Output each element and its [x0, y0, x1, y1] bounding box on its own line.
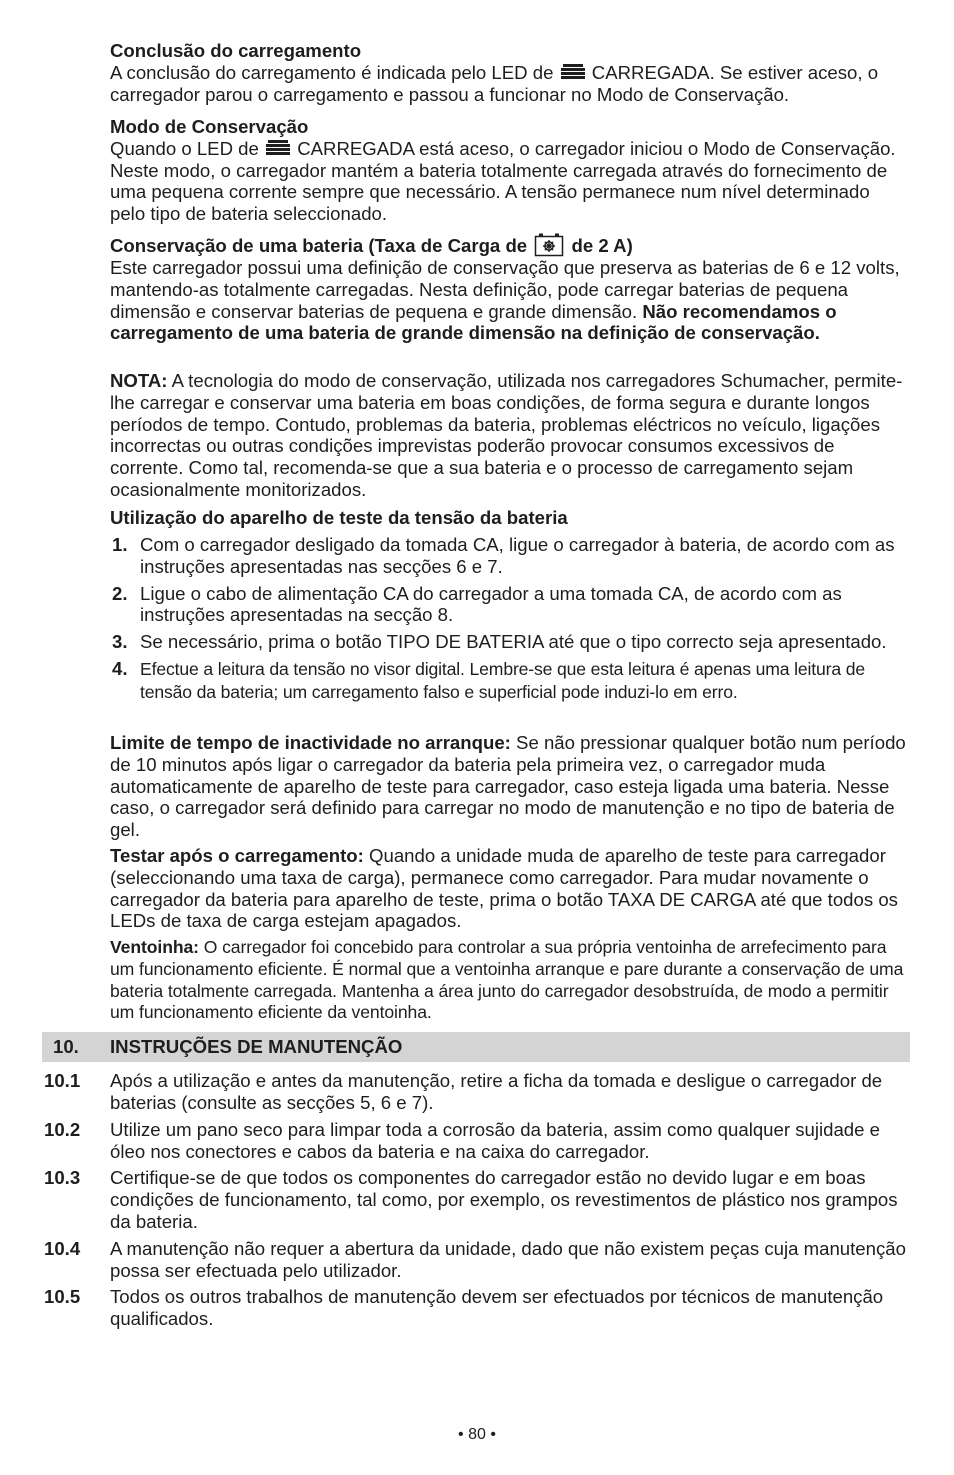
maintenance-item: 10.4 A manutenção não requer a abertura da unidade, dado que não existem peças cuja manutenção possa ser efectuada pelo utilizador. — [44, 1238, 906, 1281]
test-after-charging-section — [110, 845, 910, 932]
voltage-tester-steps — [110, 534, 910, 704]
step-item: 1. Com o carregador desligado da tomada CA, ligue o carregador à bateria, de acordo com as instruções apresentadas nas secções 6 e 7. — [112, 534, 895, 577]
section-10-number: 10. — [53, 1036, 79, 1057]
section-10-title: INSTRUÇÕES DE MANUTENÇÃO — [110, 1036, 403, 1057]
idle-timeout-section — [110, 732, 910, 841]
maintenance-item: 10.2 Utilize um pano seco para limpar toda a corrosão da bateria, assim como qualquer sujidade e óleo nos conectores e cabos da bateria e na caixa do carregador. — [44, 1119, 880, 1162]
fan-section — [110, 937, 910, 1024]
voltage-tester-heading: Utilização do aparelho de teste da tensão da bateria — [110, 507, 568, 528]
charged-battery-led-icon — [561, 64, 585, 81]
maintenance-item: 10.1 Após a utilização e antes da manutenção, retire a ficha da tomada e desligue o carregador de baterias (consulte as secções 5, 6 e 7). — [44, 1070, 883, 1113]
battery-maintain-text: Este carregador possui uma definição de conservação que preserva as baterias de 6 e 12 volts, mantendo-as totalmente carregadas. Nesta definição, pode carregar baterias de pequena dimensão e conservar baterias de pequena e grande dimensão. Não recomendamos o carregamento de uma bateria de grande dimensão na definição de conservação. — [110, 257, 900, 344]
battery-maintain-warning: Não recomendamos o carregamento de uma bateria de grande dimensão na definição de conservação. — [110, 300, 837, 344]
idle-timeout-label: Limite de tempo de inactividade no arranque: — [110, 732, 511, 753]
page-number: • 80 • — [458, 1426, 496, 1443]
charging-complete-section — [110, 40, 910, 105]
charging-complete-heading: Conclusão do carregamento — [110, 40, 362, 61]
maintain-mode-section — [110, 116, 910, 225]
charged-battery-led-icon — [266, 140, 290, 157]
step-item: 4. Efectue a leitura da tensão no visor digital. Lembre-se que esta leitura é apenas uma leitura de tensão da bateria; um carregamento falso e superficial pode induzi-lo em erro. — [112, 657, 865, 702]
battery-maintain-section — [110, 233, 910, 344]
fan-label: Ventoinha: — [110, 937, 199, 957]
maintenance-item: 10.3 Certifique-se de que todos os componentes do carregador estão no devido lugar e em boas condições de funcionamento, tal como, por exemplo, os revestimentos de plástico nos grampos da bateria. — [44, 1167, 898, 1232]
fan-text: Ventoinha: O carregador foi concebido para controlar a sua própria ventoinha de arrefecimento para um funcionamento eficiente. É normal que a ventoinha arranque e pare durante a conservação de uma bateria totalmente carregada. Mantenha a área junto do carregador desobstruída, de modo a permitir um funcionamento eficiente da ventoinha. — [110, 937, 904, 1023]
step-item: 2. Ligue o cabo de alimentação CA do carregador a uma tomada CA, de acordo com as instruções apresentadas na secção 8. — [112, 582, 842, 626]
test-after-charging-text: Testar após o carregamento: Quando a unidade muda de aparelho de teste para carregador (seleccionando uma taxa de carga), permanece como carregador. Para mudar novamente o carregador da bateria para aparelho de teste, prima o botão TAXA DE CARGA até que todos os LEDs de taxa de carga estejam apagados. — [110, 845, 898, 932]
test-after-charging-label: Testar após o carregamento: — [110, 845, 364, 866]
note-label: NOTA: — [110, 370, 168, 391]
maintenance-item: 10.5 Todos os outros trabalhos de manutenção devem ser efectuados por técnicos de manutenção qualificados. — [44, 1286, 884, 1329]
battery-maintain-icon — [534, 233, 564, 257]
note-text: NOTA: A tecnologia do modo de conservação, utilizada nos carregadores Schumacher, permite-lhe carregar e conservar uma bateria em boas condições, de forma segura e durante longos períodos de tempo. Contudo, problemas da bateria, problemas eléctricos no veículo, ligações incorrectas ou outras condições imprevistas poderão provocar consumos excessivos de corrente. Como tal, recomenda-se que a sua bateria e o processo de carregamento sejam ocasionalmente monitorizados. — [110, 370, 903, 500]
maintain-mode-heading: Modo de Conservação — [110, 116, 309, 137]
charging-complete-text: A conclusão do carregamento é indicada pelo LED de CARREGADA. Se estiver aceso, o carregador parou o carregamento e passou a funcionar no Modo de Conservação. — [110, 61, 879, 105]
idle-timeout-text: Limite de tempo de inactividade no arranque: Se não pressionar qualquer botão num período de 10 minutos após ligar o carregador da bateria pela primeira vez, o carregador muda automaticamente de aparelho de teste para carregador, caso esteja ligada uma bateria. Nesse caso, o carregador será definido para carregar no modo de manutenção e no tipo de bateria de gel. — [110, 732, 906, 841]
voltage-tester-section — [110, 507, 910, 529]
maintain-mode-text: Quando o LED de CARREGADA está aceso, o carregador iniciou o Modo de Conservação. Neste modo, o carregador mantém a bateria totalmente carregada através do fornecimento de uma pequena corrente sempre que necessário. A tensão permanece num nível determinado pelo tipo de bateria seleccionado. — [110, 137, 896, 225]
battery-maintain-heading: Conservação de uma bateria (Taxa de Carga de de 2 A) — [110, 235, 633, 256]
step-item: 3. Se necessário, prima o botão TIPO DE BATERIA até que o tipo correcto seja apresentado. — [112, 631, 887, 653]
section-10-header — [42, 1032, 910, 1062]
note-section — [110, 370, 910, 501]
